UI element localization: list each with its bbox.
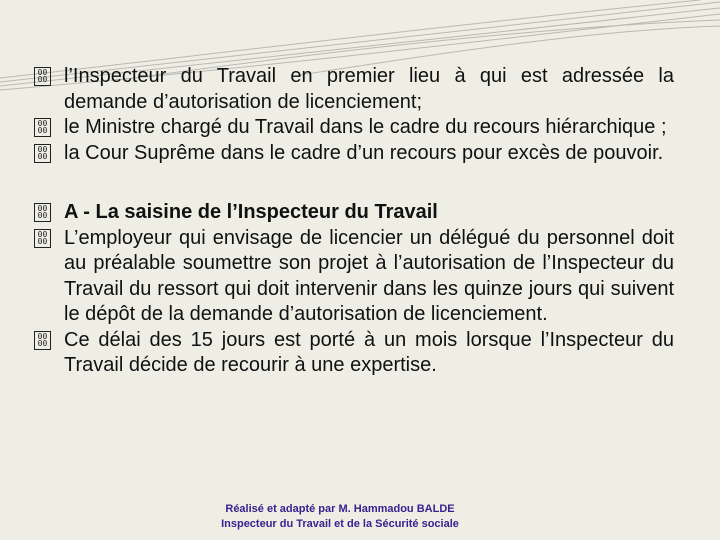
list-item [34,64,674,115]
footer-credit [0,502,680,531]
bullet-text-employeur: L’employeur qui envisage de licencier un délégué du personnel doit au préalable soumettre son projet à l’autorisation de l’Inspecteur du Travail du ressort qui doit intervenir dans les quinze jours qui suivent le dépôt de la demande d’autorisation de licenciement. [64,226,674,325]
bullet-text-inspecteur: l’Inspecteur du Travail en premier lieu à qui est adressée la demande d’autorisation de licenciement; [64,65,674,113]
bullet-text-ministre: le Ministre chargé du Travail dans le cadre du recours hiérarchique ; [64,116,667,138]
list-item [34,141,674,167]
bullet-text-delai: Ce délai des 15 jours est porté à un mois lorsque l’Inspecteur du Travail décide de recourir à une expertise. [64,328,674,376]
list-item [34,328,674,379]
missing-glyph-box-icon: 00 00 [34,144,51,163]
heading-text: A - La saisine de l’Inspecteur du Travail [64,201,438,223]
bullet-text-cour-supreme: la Cour Suprême dans le cadre d’un recours pour excès de pouvoir. [64,141,664,164]
footer-line-title: Inspecteur du Travail et de la Sécurité sociale [221,517,459,530]
section-heading [34,200,674,226]
missing-glyph-box-icon: 00 00 [34,229,51,248]
missing-glyph-box-icon: 00 00 [34,331,51,350]
slide-body [34,64,674,379]
missing-glyph-box-icon: 00 00 [34,203,51,222]
footer-line-author: Réalisé et adapté par M. Hammadou BALDE [225,503,455,515]
missing-glyph-box-icon: 00 00 [34,118,51,137]
missing-glyph-box-icon: 00 00 [34,67,51,86]
list-item [34,115,674,141]
list-item [34,226,674,328]
